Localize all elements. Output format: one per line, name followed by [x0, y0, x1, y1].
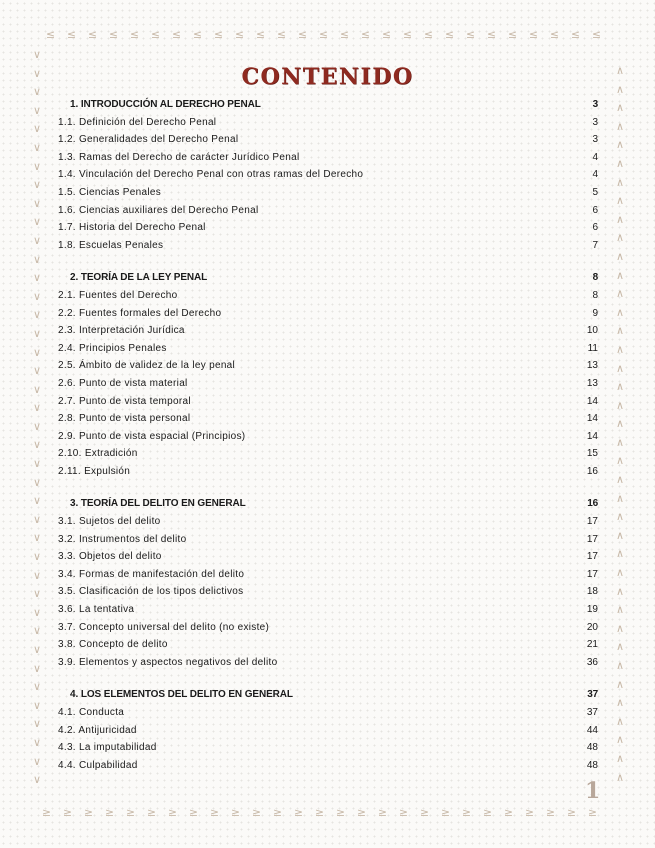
border-twig: ≤ [507, 28, 518, 41]
toc-item[interactable] [58, 202, 598, 220]
page-title: CONTENIDO [241, 64, 414, 90]
toc-item-page: 15 [586, 448, 598, 460]
toc-heading[interactable] [58, 96, 598, 114]
border-twig: ∧ [615, 566, 625, 580]
border-twig: ≤ [255, 28, 266, 41]
border-twig: ∧ [615, 342, 625, 356]
toc-item-label: 3.4. Formas de manifestación del delito [58, 568, 245, 580]
border-twig: ∧ [615, 249, 625, 263]
border-twig: ∧ [615, 510, 625, 524]
toc-item-page: 19 [586, 604, 598, 616]
border-twig: ≥ [104, 806, 115, 819]
border-twig: ∧ [615, 677, 625, 691]
border-twig: ≤ [318, 28, 329, 41]
toc-item-page: 6 [592, 222, 598, 234]
border-twig: ∨ [32, 159, 42, 173]
toc-heading[interactable] [58, 686, 598, 704]
border-twig: ∨ [32, 643, 42, 656]
toc-item[interactable] [58, 566, 598, 584]
border-twig: ≤ [297, 28, 308, 41]
page-number: 1 [585, 778, 601, 804]
toc-item[interactable] [58, 393, 598, 411]
toc-item-page: 17 [586, 551, 598, 563]
border-twig: ≥ [524, 806, 535, 819]
border-twig: ∨ [32, 215, 42, 229]
border-twig: ≤ [234, 28, 245, 41]
toc-item[interactable] [58, 445, 598, 463]
toc-heading-page: 16 [587, 498, 598, 510]
border-twig: ∨ [32, 754, 42, 768]
border-twig: ∧ [615, 82, 625, 96]
toc-item-label: 4.2. Antijuricidad [58, 724, 137, 736]
toc-item-label: 3.2. Instrumentos del delito [58, 533, 187, 545]
toc-item-label: 3.3. Objetos del delito [58, 551, 162, 563]
toc-item-page: 7 [592, 239, 598, 251]
toc-item-label: 1.7. Historia del Derecho Penal [58, 222, 206, 234]
border-twig: ∨ [32, 735, 42, 749]
toc-item-label: 2.4. Principios Penales [58, 342, 167, 354]
border-twig: ∧ [615, 621, 625, 635]
border-twig: ∨ [32, 196, 42, 210]
border-twig: ∨ [32, 326, 42, 340]
border-twig: ∨ [32, 271, 42, 285]
border-twig: ≤ [129, 28, 140, 41]
toc-item[interactable] [58, 619, 598, 637]
toc-item-label: 4.1. Conducta [58, 707, 125, 718]
toc-item[interactable] [58, 410, 598, 428]
border-twig: ∨ [32, 587, 42, 601]
border-twig: ∨ [32, 48, 42, 61]
border-twig: ≥ [587, 806, 598, 819]
border-bottom [36, 806, 603, 819]
border-twig: ≤ [171, 28, 182, 41]
border-twig: ∨ [32, 624, 42, 638]
toc-item-page: 3 [592, 116, 598, 128]
toc-item[interactable] [58, 704, 598, 722]
border-twig: ∧ [615, 175, 625, 189]
toc-item[interactable] [58, 722, 598, 740]
border-twig: ∧ [615, 454, 625, 468]
toc-item[interactable] [58, 654, 598, 672]
border-twig: ≤ [45, 28, 56, 41]
border-twig: ∨ [32, 178, 42, 192]
toc-item-page: 18 [586, 586, 598, 598]
toc-item-label: 2.7. Punto de vista temporal [58, 395, 191, 407]
border-twig: ∨ [32, 698, 42, 712]
border-twig: ∨ [32, 419, 42, 433]
toc-item-page: 8 [592, 289, 598, 301]
border-twig: ≤ [465, 28, 476, 41]
toc-item[interactable] [58, 305, 598, 323]
border-twig: ≥ [125, 806, 136, 819]
toc-item-label: 1.5. Ciencias Penales [58, 186, 162, 198]
toc-item[interactable] [58, 322, 598, 340]
border-twig: ∨ [32, 680, 42, 694]
toc-item-page: 4 [592, 151, 598, 163]
border-twig: ∧ [615, 119, 625, 133]
border-twig: ∧ [615, 380, 625, 394]
toc-item[interactable] [58, 636, 598, 654]
toc-item[interactable] [58, 548, 598, 566]
border-twig: ∧ [615, 64, 625, 77]
border-twig: ≥ [209, 806, 220, 819]
toc-item[interactable] [58, 166, 598, 184]
toc-heading-page: 3 [592, 99, 598, 110]
border-twig: ∧ [615, 751, 625, 765]
toc-item-page: 6 [592, 204, 598, 216]
toc-item[interactable] [58, 375, 598, 393]
toc-item-label: 1.6. Ciencias auxiliares del Derecho Penal [58, 204, 259, 216]
border-right [613, 62, 627, 787]
border-twig: ≥ [398, 806, 409, 819]
border-twig: ≥ [545, 806, 556, 819]
border-twig: ∧ [615, 156, 625, 170]
toc-heading-page: 8 [592, 272, 598, 284]
border-twig: ∧ [615, 231, 625, 245]
border-twig: ∨ [32, 457, 42, 471]
section-spacer [58, 671, 598, 686]
toc-item-page: 14 [586, 395, 598, 407]
table-of-contents [58, 96, 598, 774]
border-twig: ≥ [62, 806, 73, 819]
toc-item-page: 20 [586, 621, 598, 633]
border-twig: ∧ [615, 640, 625, 654]
toc-item-label: 2.10. Extradición [58, 448, 138, 460]
toc-item-label: 2.1. Fuentes del Derecho [58, 289, 178, 301]
border-twig: ∨ [32, 494, 42, 508]
toc-item[interactable] [58, 237, 598, 255]
border-twig: ≤ [339, 28, 350, 41]
toc-item-page: 36 [586, 656, 598, 668]
toc-item[interactable] [58, 463, 598, 481]
border-twig: ∨ [32, 512, 42, 526]
toc-item[interactable] [58, 340, 598, 358]
border-twig: ≥ [419, 806, 430, 819]
toc-heading-label: 4. LOS ELEMENTOS DEL DELITO EN GENERAL [70, 689, 293, 701]
border-twig: ∧ [615, 491, 625, 505]
border-twig: ∨ [32, 122, 42, 136]
toc-item-label: 4.4. Culpabilidad [58, 759, 138, 771]
border-twig: ≤ [381, 28, 392, 41]
border-twig: ≤ [360, 28, 371, 41]
toc-item-label: 2.8. Punto de vista personal [58, 413, 191, 425]
border-twig: ≥ [188, 806, 199, 819]
border-twig: ≤ [66, 28, 77, 41]
toc-item-page: 5 [592, 186, 598, 198]
toc-item-page: 9 [592, 307, 598, 319]
border-twig: ∧ [615, 547, 625, 561]
border-twig: ∨ [32, 364, 42, 378]
toc-item-label: 2.3. Interpretación Jurídica [58, 325, 185, 337]
border-twig: ∨ [32, 103, 42, 117]
border-twig: ∨ [32, 345, 42, 359]
toc-item-label: 3.9. Elementos y aspectos negativos del delito [58, 656, 278, 668]
toc-item[interactable] [58, 757, 598, 775]
toc-item-label: 1.3. Ramas del Derecho de carácter Jurídico Penal [58, 151, 300, 163]
border-twig: ∨ [32, 531, 42, 545]
toc-item-label: 2.9. Punto de vista espacial (Principios) [58, 430, 246, 442]
border-twig: ≤ [108, 28, 119, 41]
toc-item-page: 16 [586, 465, 598, 477]
toc-item[interactable] [58, 287, 598, 305]
toc-item[interactable] [58, 531, 598, 549]
border-twig: ∧ [615, 528, 625, 542]
toc-item-label: 3.1. Sujetos del delito [58, 516, 161, 528]
toc-item-page: 13 [586, 360, 598, 372]
toc-item-label: 4.3. La imputabilidad [58, 742, 157, 754]
border-twig: ∨ [32, 717, 42, 731]
toc-item-page: 17 [586, 568, 598, 580]
toc-item-label: 1.1. Definición del Derecho Penal [58, 116, 217, 128]
border-twig: ∨ [32, 605, 42, 619]
toc-item-label: 2.11. Expulsión [58, 465, 131, 477]
border-twig: ∧ [615, 659, 625, 672]
border-twig: ≥ [167, 806, 178, 819]
border-twig: ∧ [615, 268, 625, 282]
border-top [40, 28, 607, 41]
toc-item-page: 11 [587, 342, 598, 354]
border-twig: ≥ [41, 806, 52, 819]
toc-item[interactable] [58, 219, 598, 237]
toc-heading-label: 3. TEORÍA DEL DELITO EN GENERAL [70, 498, 246, 510]
border-twig: ≥ [335, 806, 346, 819]
border-twig: ∧ [615, 770, 625, 784]
toc-item-page: 3 [592, 134, 598, 146]
toc-item[interactable] [58, 428, 598, 446]
border-twig: ≤ [591, 28, 602, 41]
border-left [30, 46, 44, 790]
toc-item-label: 3.5. Clasificación de los tipos delictivos [58, 586, 244, 598]
border-twig: ∧ [615, 733, 625, 747]
border-twig: ≥ [146, 806, 157, 819]
border-twig: ≤ [192, 28, 203, 41]
border-twig: ≥ [503, 806, 514, 819]
border-twig: ∧ [615, 305, 625, 319]
border-twig: ∧ [615, 101, 625, 115]
toc-item-page: 37 [586, 707, 598, 718]
toc-item[interactable] [58, 739, 598, 757]
border-twig: ∨ [32, 289, 42, 303]
toc-item[interactable] [58, 131, 598, 149]
border-twig: ≤ [549, 28, 560, 41]
toc-item-page: 48 [586, 742, 598, 754]
border-twig: ≥ [482, 806, 493, 819]
toc-item-label: 2.2. Fuentes formales del Derecho [58, 307, 222, 319]
toc-item-page: 17 [586, 533, 598, 545]
border-twig: ∨ [32, 550, 42, 564]
border-twig: ∧ [615, 324, 625, 338]
toc-item-label: 3.6. La tentativa [58, 604, 135, 616]
border-twig: ≥ [251, 806, 262, 819]
toc-item[interactable] [58, 114, 598, 132]
border-twig: ∧ [615, 287, 625, 301]
border-twig: ≤ [276, 28, 287, 41]
border-twig: ∨ [32, 475, 42, 489]
border-twig: ≤ [570, 28, 581, 41]
border-twig: ∧ [615, 696, 625, 710]
toc-item[interactable] [58, 601, 598, 619]
toc-item-page: 48 [586, 759, 598, 771]
border-twig: ≥ [314, 806, 325, 819]
toc-item[interactable] [58, 184, 598, 202]
toc-item[interactable] [58, 583, 598, 601]
border-twig: ≤ [87, 28, 98, 41]
border-twig: ∧ [615, 398, 625, 412]
border-twig: ≤ [423, 28, 434, 41]
border-twig: ≤ [486, 28, 497, 41]
section-spacer [58, 254, 598, 269]
border-twig: ∨ [32, 382, 42, 396]
border-twig: ∧ [615, 194, 625, 208]
border-twig: ≥ [272, 806, 283, 819]
border-twig: ∨ [32, 401, 42, 415]
toc-item[interactable] [58, 357, 598, 375]
toc-item-page: 17 [586, 516, 598, 528]
toc-item-page: 14 [586, 430, 598, 442]
toc-heading-label: 2. TEORÍA DE LA LEY PENAL [70, 272, 208, 284]
toc-item-page: 13 [586, 377, 598, 389]
border-twig: ≤ [150, 28, 161, 41]
toc-heading-page: 37 [587, 689, 598, 701]
border-twig: ∨ [32, 140, 42, 154]
border-twig: ≥ [83, 806, 94, 819]
border-twig: ≥ [440, 806, 451, 819]
border-twig: ≥ [566, 806, 577, 819]
toc-item-label: 2.6. Punto de vista material [58, 377, 188, 389]
toc-item-label: 3.7. Concepto universal del delito (no existe) [58, 621, 270, 633]
toc-item-page: 4 [592, 169, 598, 181]
toc-item-label: 3.8. Concepto de delito [58, 639, 168, 651]
toc-item-label: 1.2. Generalidades del Derecho Penal [58, 134, 239, 146]
border-twig: ∨ [32, 85, 42, 99]
border-twig: ≥ [461, 806, 472, 819]
toc-item-page: 14 [586, 413, 598, 425]
border-twig: ≤ [402, 28, 413, 41]
border-twig: ≥ [377, 806, 388, 819]
border-twig: ∨ [32, 233, 42, 247]
border-twig: ∧ [615, 138, 625, 152]
border-twig: ∧ [615, 212, 625, 226]
toc-item[interactable] [58, 513, 598, 531]
border-twig: ∨ [32, 568, 42, 582]
toc-item-label: 2.5. Ámbito de validez de la ley penal [58, 360, 236, 372]
border-twig: ∧ [615, 435, 625, 449]
border-twig: ∨ [32, 308, 42, 322]
border-twig: ≤ [528, 28, 539, 41]
toc-item-page: 44 [586, 724, 598, 736]
border-twig: ≤ [213, 28, 224, 41]
border-twig: ∨ [32, 661, 42, 675]
border-twig: ∧ [615, 361, 625, 375]
toc-heading[interactable] [58, 269, 598, 287]
toc-item-page: 10 [586, 325, 598, 337]
toc-item-label: 1.8. Escuelas Penales [58, 239, 164, 251]
border-twig: ∧ [615, 473, 625, 487]
border-twig: ≤ [444, 28, 455, 41]
border-twig: ∧ [615, 417, 625, 431]
section-spacer [58, 480, 598, 495]
border-twig: ∨ [32, 438, 42, 452]
border-twig: ∧ [615, 584, 625, 598]
toc-heading-label: 1. INTRODUCCIÓN AL DERECHO PENAL [70, 99, 261, 110]
border-twig: ≥ [293, 806, 304, 819]
toc-item-label: 1.4. Vinculación del Derecho Penal con otras ramas del Derecho [58, 169, 364, 181]
toc-item-page: 21 [586, 639, 598, 651]
toc-heading[interactable] [58, 495, 598, 513]
border-twig: ∧ [615, 714, 625, 728]
border-twig: ∨ [32, 66, 42, 80]
toc-item[interactable] [58, 149, 598, 167]
border-twig: ≥ [230, 806, 241, 819]
border-twig: ∨ [32, 252, 42, 266]
border-twig: ≥ [356, 806, 367, 819]
border-twig: ∧ [615, 603, 625, 617]
border-twig: ∨ [32, 773, 42, 787]
